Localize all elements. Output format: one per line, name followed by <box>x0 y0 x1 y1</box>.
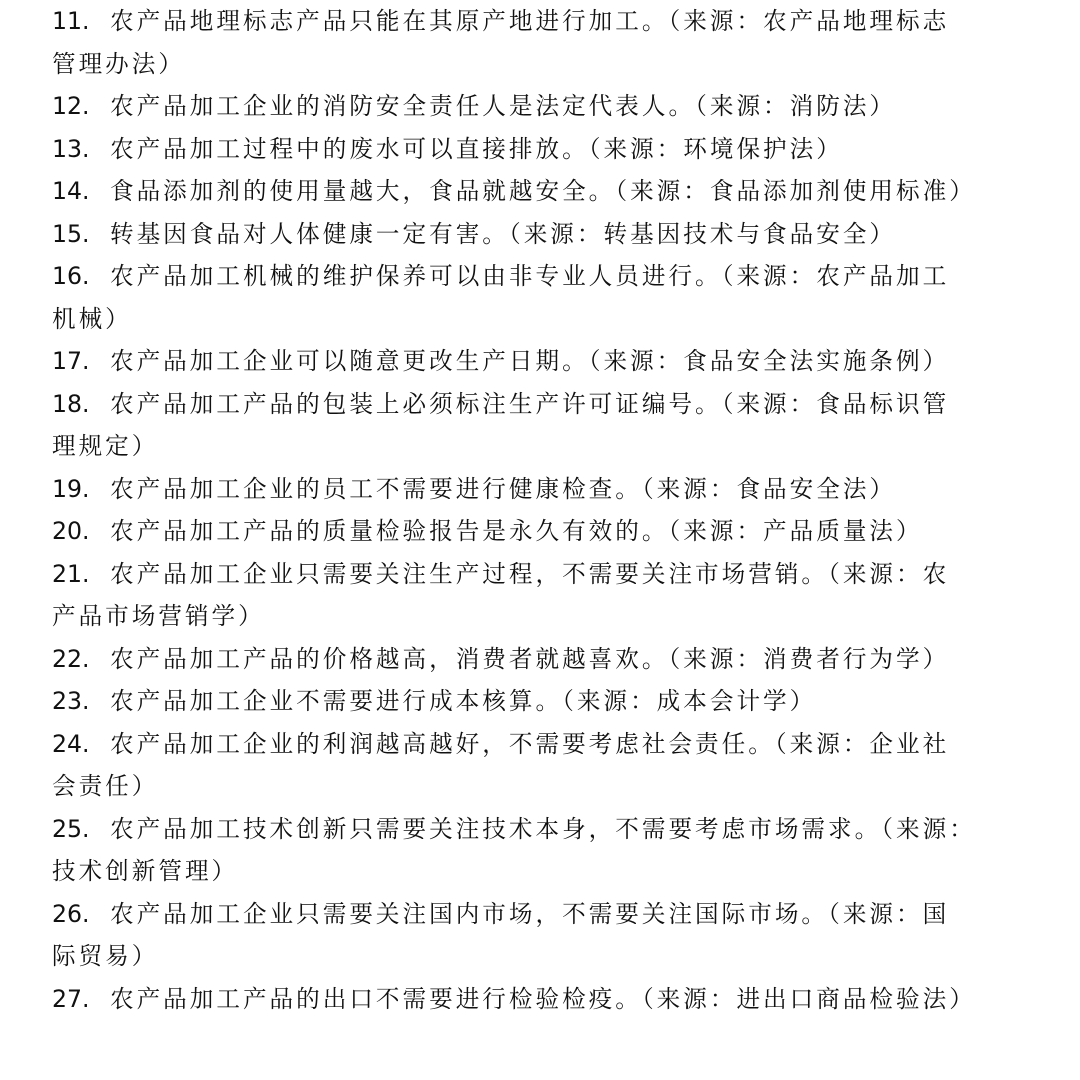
list-item <box>52 255 1052 340</box>
item-number: 25. <box>52 814 90 843</box>
item-text-continuation: 理规定） <box>52 432 159 460</box>
item-line <box>52 170 1052 213</box>
item-number: 22. <box>52 644 90 673</box>
list-item <box>52 170 1052 213</box>
item-number: 17. <box>52 347 90 375</box>
list-item <box>52 978 1052 1021</box>
item-number: 26. <box>52 899 90 928</box>
item-number: 23. <box>52 687 90 715</box>
item-number: 11. <box>52 7 90 35</box>
item-text: 农产品加工机械的维护保养可以由非专业人员进行。（来源：农产品加工 <box>110 262 950 290</box>
item-number: 14. <box>52 177 90 205</box>
item-line <box>52 468 1052 511</box>
item-line <box>52 510 1052 553</box>
item-text: 农产品加工企业的利润越高越好，不需要考虑社会责任。（来源：企业社 <box>110 729 950 758</box>
list-item <box>52 553 1052 638</box>
item-line <box>52 213 1052 256</box>
item-text-continuation: 管理办法） <box>52 49 185 78</box>
item-text: 农产品加工过程中的废水可以直接排放。（来源：环境保护法） <box>110 134 843 163</box>
item-text: 农产品加工企业只需要关注国内市场，不需要关注国际市场。（来源：国 <box>110 899 950 928</box>
item-number: 18. <box>52 389 90 418</box>
item-line <box>52 638 1052 681</box>
item-text-continuation: 产品市场营销学） <box>52 602 265 630</box>
item-text: 转基因食品对人体健康一定有害。（来源：转基因技术与食品安全） <box>110 219 897 248</box>
item-text-continuation: 机械） <box>52 304 132 333</box>
list-item <box>52 85 1052 128</box>
list-item <box>52 510 1052 553</box>
item-number: 24. <box>52 729 90 758</box>
item-text: 农产品加工产品的质量检验报告是永久有效的。（来源：产品质量法） <box>110 517 923 545</box>
list-item <box>52 893 1052 978</box>
item-text: 农产品加工企业只需要关注生产过程，不需要关注市场营销。（来源：农 <box>110 559 950 588</box>
item-number: 27. <box>52 984 90 1013</box>
item-text: 食品添加剂的使用量越大，食品就越安全。（来源：食品添加剂使用标准） <box>110 177 976 205</box>
item-line <box>52 680 1052 723</box>
item-text: 农产品加工技术创新只需要关注技术本身，不需要考虑市场需求。（来源： <box>110 814 976 843</box>
item-text: 农产品加工企业可以随意更改生产日期。（来源：食品安全法实施条例） <box>110 347 950 375</box>
item-number: 12. <box>52 92 90 120</box>
item-line <box>52 383 1052 426</box>
list-item <box>52 638 1052 681</box>
list-item <box>52 340 1052 383</box>
list-item <box>52 808 1052 893</box>
list-item <box>52 680 1052 723</box>
item-text-continuation: 技术创新管理） <box>52 857 239 885</box>
item-text: 农产品加工产品的包装上必须标注生产许可证编号。（来源：食品标识管 <box>110 389 950 418</box>
list-item <box>52 723 1052 808</box>
item-line <box>52 0 1052 43</box>
item-number: 20. <box>52 517 90 545</box>
item-text: 农产品加工产品的出口不需要进行检验检疫。（来源：进出口商品检验法） <box>110 984 976 1013</box>
item-number: 19. <box>52 474 90 503</box>
document-page <box>52 0 1052 1020</box>
list-item <box>52 0 1052 85</box>
item-number: 13. <box>52 134 90 163</box>
list-item <box>52 468 1052 511</box>
item-line <box>52 340 1052 383</box>
item-line <box>52 893 1052 936</box>
item-line <box>52 723 1052 766</box>
item-line <box>52 255 1052 298</box>
item-number: 16. <box>52 262 90 290</box>
item-number: 15. <box>52 219 90 248</box>
item-line <box>52 128 1052 171</box>
item-text-continuation: 际贸易） <box>52 942 159 970</box>
item-line <box>52 553 1052 596</box>
item-text: 农产品加工企业的消防安全责任人是法定代表人。（来源：消防法） <box>110 92 897 120</box>
item-line <box>52 808 1052 851</box>
list-item <box>52 213 1052 256</box>
item-line <box>52 978 1052 1021</box>
item-text-continuation: 会责任） <box>52 772 159 800</box>
item-text: 农产品加工产品的价格越高，消费者就越喜欢。（来源：消费者行为学） <box>110 644 950 673</box>
item-number: 21. <box>52 559 90 588</box>
list-item <box>52 128 1052 171</box>
item-text: 农产品加工企业的员工不需要进行健康检查。（来源：食品安全法） <box>110 474 897 503</box>
list-item <box>52 383 1052 468</box>
item-text: 农产品地理标志产品只能在其原产地进行加工。（来源：农产品地理标志 <box>110 7 950 35</box>
item-line <box>52 85 1052 128</box>
item-text: 农产品加工企业不需要进行成本核算。（来源：成本会计学） <box>110 687 817 715</box>
